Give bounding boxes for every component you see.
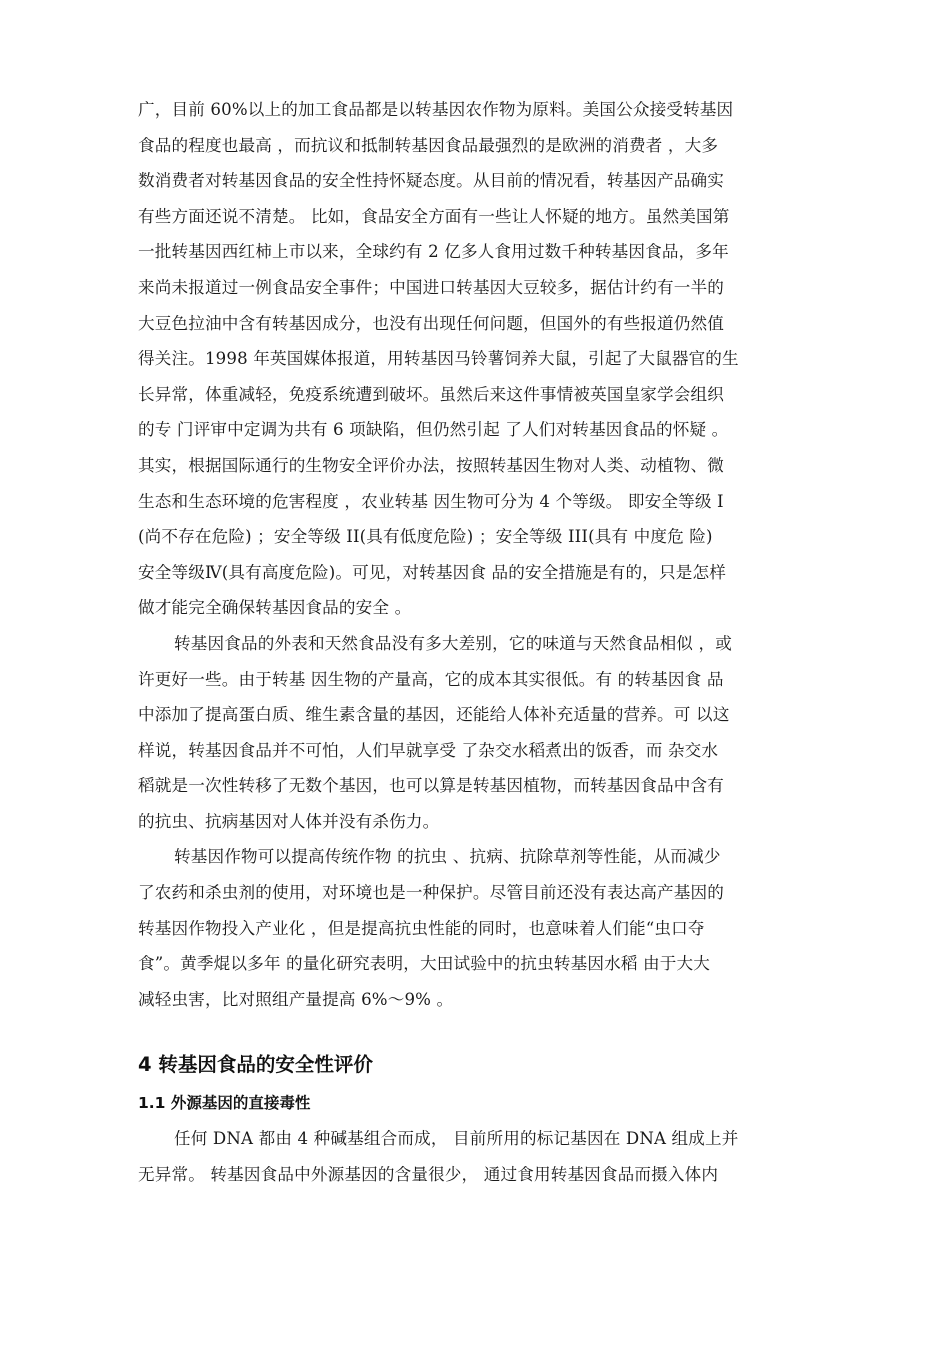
text-line: 做才能完全确保转基因食品的安全 。	[138, 598, 412, 618]
text-line: 其实，根据国际通行的生物安全评价办法，按照转基因生物对人类、动植物、微	[138, 455, 725, 475]
text-line: 安全等级Ⅳ(具有高度危险)。可见，对转基因食 品的安全措施是有的，只是怎样	[138, 562, 726, 582]
paragraph-3	[138, 839, 818, 1017]
text-line: 得关注。1998 年英国媒体报道，用转基因马铃薯饲养大鼠，引起了大鼠器官的生	[138, 349, 739, 369]
text-line: 许更好一些。由于转基 因生物的产量高，它的成本其实很低。有 的转基因食 品	[138, 669, 724, 689]
section-heading: 4 转基因食品的安全性评价	[138, 1053, 373, 1077]
text-line: 食品的程度也最高 ，而抗议和抵制转基因食品最强烈的是欧洲的消费者 ，大多	[138, 135, 719, 155]
text-line: 转基因食品的外表和天然食品没有多大差别，它的味道与天然食品相似 ，或	[174, 633, 732, 653]
text-line: 一批转基因西红柿上市以来，全球约有 2 亿多人食用过数千种转基因食品，多年	[138, 242, 729, 262]
document-page	[138, 92, 818, 1193]
text-line: 食”。黄季焜以多年 的量化研究表明，大田试验中的抗虫转基因水稻 由于大大	[138, 954, 711, 974]
text-line: 的专 门评审中定调为共有 6 项缺陷，但仍然引起 了人们对转基因食品的怀疑 。	[138, 420, 729, 440]
paragraph-1	[138, 92, 818, 626]
text-line: 来尚未报道过一例食品安全事件；中国进口转基因大豆较多，据估计约有一半的	[138, 277, 725, 297]
text-line: 的抗虫、抗病基因对人体并没有杀伤力。	[138, 811, 440, 831]
paragraph-2	[138, 626, 818, 840]
text-line: 有些方面还说不清楚。 比如，食品安全方面有一些让人怀疑的地方。虽然美国第	[138, 206, 730, 226]
text-line: 长异常，体重减轻，免疫系统遭到破坏。虽然后来这件事情被英国皇家学会组织	[138, 384, 725, 404]
text-line: 转基因作物投入产业化 ，但是提高抗虫性能的同时，也意味着人们能“虫口夺	[138, 918, 705, 938]
text-line: 任何 DNA 都由 4 种碱基组合而成， 目前所用的标记基因在 DNA 组成上并	[174, 1129, 739, 1149]
text-line: 减轻虫害，比对照组产量提高 6%～9% 。	[138, 989, 454, 1009]
text-line: 转基因作物可以提高传统作物 的抗虫 、抗病、抗除草剂等性能，从而减少	[174, 847, 721, 867]
text-line: 样说，转基因食品并不可怕，人们早就享受 了杂交水稻煮出的饭香，而 杂交水	[138, 740, 719, 760]
section-spacer	[138, 1017, 818, 1045]
text-line: 中添加了提高蛋白质、维生素含量的基因，还能给人体补充适量的营养。可 以这	[138, 705, 730, 725]
text-line: 数消费者对转基因食品的安全性持怀疑态度。从目前的情况看，转基因产品确实	[138, 171, 725, 191]
text-line: (尚不存在危险) ；安全等级 II(具有低度危险) ；安全等级 III(具有 中度危 险)	[138, 527, 713, 547]
text-line: 生态和生态环境的危害程度 ，农业转基 因生物可分为 4 个等级。 即安全等级 I	[138, 491, 724, 511]
paragraph-4	[138, 1121, 818, 1192]
text-line: 稻就是一次性转移了无数个基因，也可以算是转基因植物，而转基因食品中含有	[138, 776, 725, 796]
text-line: 了农药和杀虫剂的使用，对环境也是一种保护。尽管目前还没有表达高产基因的	[138, 883, 725, 903]
text-line: 广，目前 60%以上的加工食品都是以转基因农作物为原料。美国公众接受转基因	[138, 100, 734, 119]
text-line: 大豆色拉油中含有转基因成分，也没有出现任何问题，但国外的有些报道仍然值	[138, 313, 725, 333]
subsection-heading: 1.1 外源基因的直接毒性	[138, 1094, 311, 1113]
text-line: 无异常。 转基因食品中外源基因的含量很少， 通过食用转基因食品而摄入体内	[138, 1165, 719, 1185]
